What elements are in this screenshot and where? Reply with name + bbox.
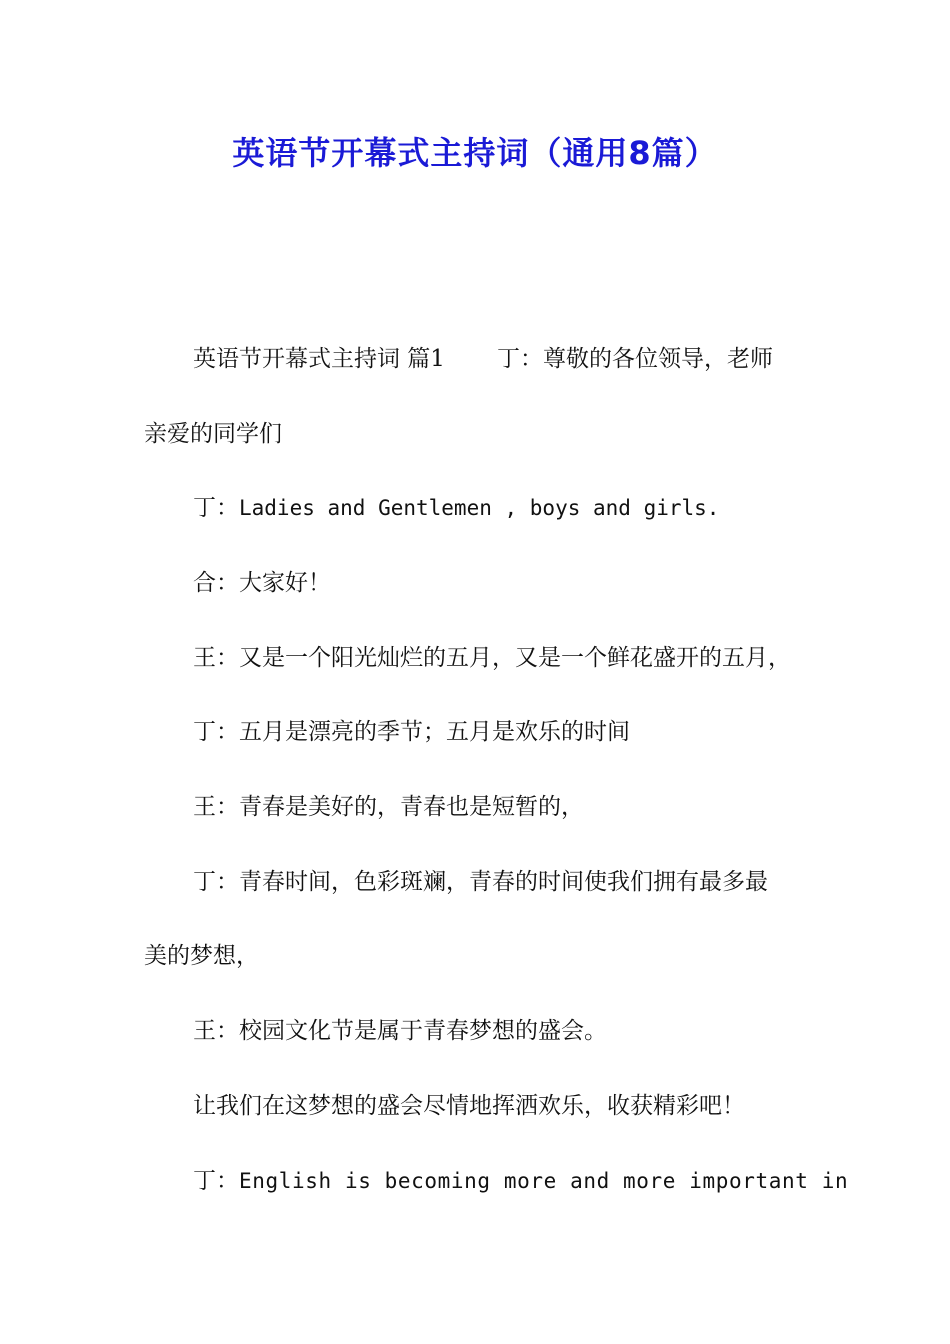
paragraph-8: 丁：青春时间，色彩斑斓，青春的时间使我们拥有最多最 <box>193 869 768 895</box>
speaker-label: 丁： <box>193 495 239 521</box>
paragraph-5: 王：又是一个阳光灿烂的五月，又是一个鲜花盛开的五月， <box>193 645 791 671</box>
paragraph-7: 王：青春是美好的，青春也是短暂的， <box>193 794 584 820</box>
paragraph-2: 亲爱的同学们 <box>144 421 282 447</box>
english-text: Ladies and Gentlemen , boys and girls. <box>239 496 720 520</box>
paragraph-12 <box>193 1166 848 1196</box>
document-title: 英语节开幕式主持词（通用8篇） <box>232 134 718 172</box>
paragraph-9: 美的梦想， <box>144 943 259 969</box>
paragraph-10: 王：校园文化节是属于青春梦想的盛会。 <box>193 1018 607 1044</box>
paragraph-1 <box>193 344 773 374</box>
section-heading: 英语节开幕式主持词 篇1 <box>193 346 445 372</box>
paragraph-11: 让我们在这梦想的盛会尽情地挥洒欢乐，收获精彩吧！ <box>193 1093 745 1119</box>
speaker-label: 丁： <box>193 1168 239 1194</box>
paragraph-text: 丁：尊敬的各位领导，老师 <box>496 346 773 372</box>
paragraph-6: 丁：五月是漂亮的季节；五月是欢乐的时间 <box>193 719 630 745</box>
english-text: English is becoming more and more important in <box>239 1169 849 1193</box>
paragraph-3 <box>193 493 719 523</box>
paragraph-4: 合：大家好！ <box>193 570 331 596</box>
